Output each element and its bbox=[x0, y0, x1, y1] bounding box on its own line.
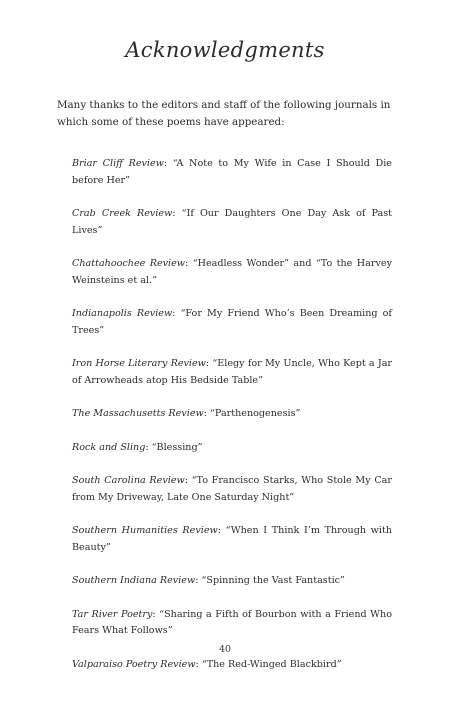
poem-titles: “A Note to My Wife in Case I Should Die before Her” bbox=[72, 158, 392, 186]
journal-name: Rock and Sling bbox=[72, 441, 146, 453]
acknowledgment-entry bbox=[72, 607, 392, 640]
acknowledgment-entry bbox=[72, 256, 392, 289]
separator: : bbox=[185, 258, 193, 269]
acknowledgment-entry bbox=[72, 156, 392, 189]
acknowledgment-entry bbox=[72, 356, 392, 389]
separator: : bbox=[184, 475, 192, 486]
journal-name: Southern Humanities Review bbox=[72, 525, 218, 536]
poem-titles: “To Francisco Starks, Who Stole My Car from My Driveway, Late One Saturday Night” bbox=[72, 475, 392, 503]
separator: : bbox=[145, 441, 152, 453]
journal-name: Crab Creek Review bbox=[72, 208, 173, 219]
journal-name: South Carolina Review bbox=[72, 475, 185, 486]
separator: : bbox=[217, 525, 226, 536]
journal-name: Briar Cliff Review bbox=[72, 158, 164, 169]
journal-name: Tar River Poetry bbox=[72, 608, 153, 620]
poem-titles: “Spinning the Vast Fantastic” bbox=[201, 575, 345, 586]
separator: : bbox=[195, 658, 202, 670]
intro-paragraph: Many thanks to the editors and staff of the following journals in which some of these poems have appeared: bbox=[57, 99, 391, 128]
poem-titles: “Blessing” bbox=[151, 441, 203, 453]
journal-name: The Massachusetts Review bbox=[72, 408, 204, 419]
separator: : bbox=[205, 358, 213, 369]
poem-titles: “Parthenogenesis” bbox=[210, 408, 301, 419]
separator: : bbox=[195, 575, 202, 586]
separator: : bbox=[172, 308, 181, 319]
acknowledgment-list bbox=[72, 156, 392, 690]
separator: : bbox=[203, 408, 211, 419]
acknowledgment-entry bbox=[72, 523, 392, 556]
separator: : bbox=[172, 208, 182, 219]
separator: : bbox=[152, 608, 160, 620]
poem-titles: “When I Think I’m Through with Beauty” bbox=[72, 525, 392, 553]
acknowledgment-entry bbox=[72, 206, 392, 239]
acknowledgment-entry bbox=[72, 573, 392, 590]
poem-titles: “Headless Wonder” and “To the Harvey Weinsteins et al.” bbox=[72, 258, 392, 286]
page-title: Acknowledgments bbox=[125, 38, 325, 62]
poem-titles: “The Red-Winged Blackbird” bbox=[201, 658, 342, 670]
page-number: 40 bbox=[218, 644, 232, 655]
separator: : bbox=[163, 158, 173, 169]
journal-name: Southern Indiana Review bbox=[72, 575, 196, 586]
acknowledgment-entry bbox=[72, 406, 392, 423]
poem-titles: “Sharing a Fifth of Bourbon with a Friend Who Fears What Follows” bbox=[72, 608, 392, 636]
acknowledgment-entry bbox=[72, 306, 392, 339]
journal-name: Chattahoochee Review bbox=[72, 258, 186, 269]
journal-name: Valparaiso Poetry Review bbox=[72, 658, 196, 670]
journal-name: Indianapolis Review bbox=[72, 308, 173, 319]
poem-titles: “For My Friend Who’s Been Dreaming of Trees” bbox=[72, 308, 392, 336]
poem-titles: “Elegy for My Uncle, Who Kept a Jar of Arrowheads atop His Bedside Table” bbox=[72, 358, 393, 386]
acknowledgment-entry bbox=[72, 440, 392, 457]
journal-name: Iron Horse Literary Review bbox=[72, 358, 206, 369]
acknowledgment-entry bbox=[72, 657, 392, 674]
poem-titles: “If Our Daughters One Day Ask of Past Lives” bbox=[72, 208, 392, 236]
acknowledgment-entry bbox=[72, 473, 392, 506]
